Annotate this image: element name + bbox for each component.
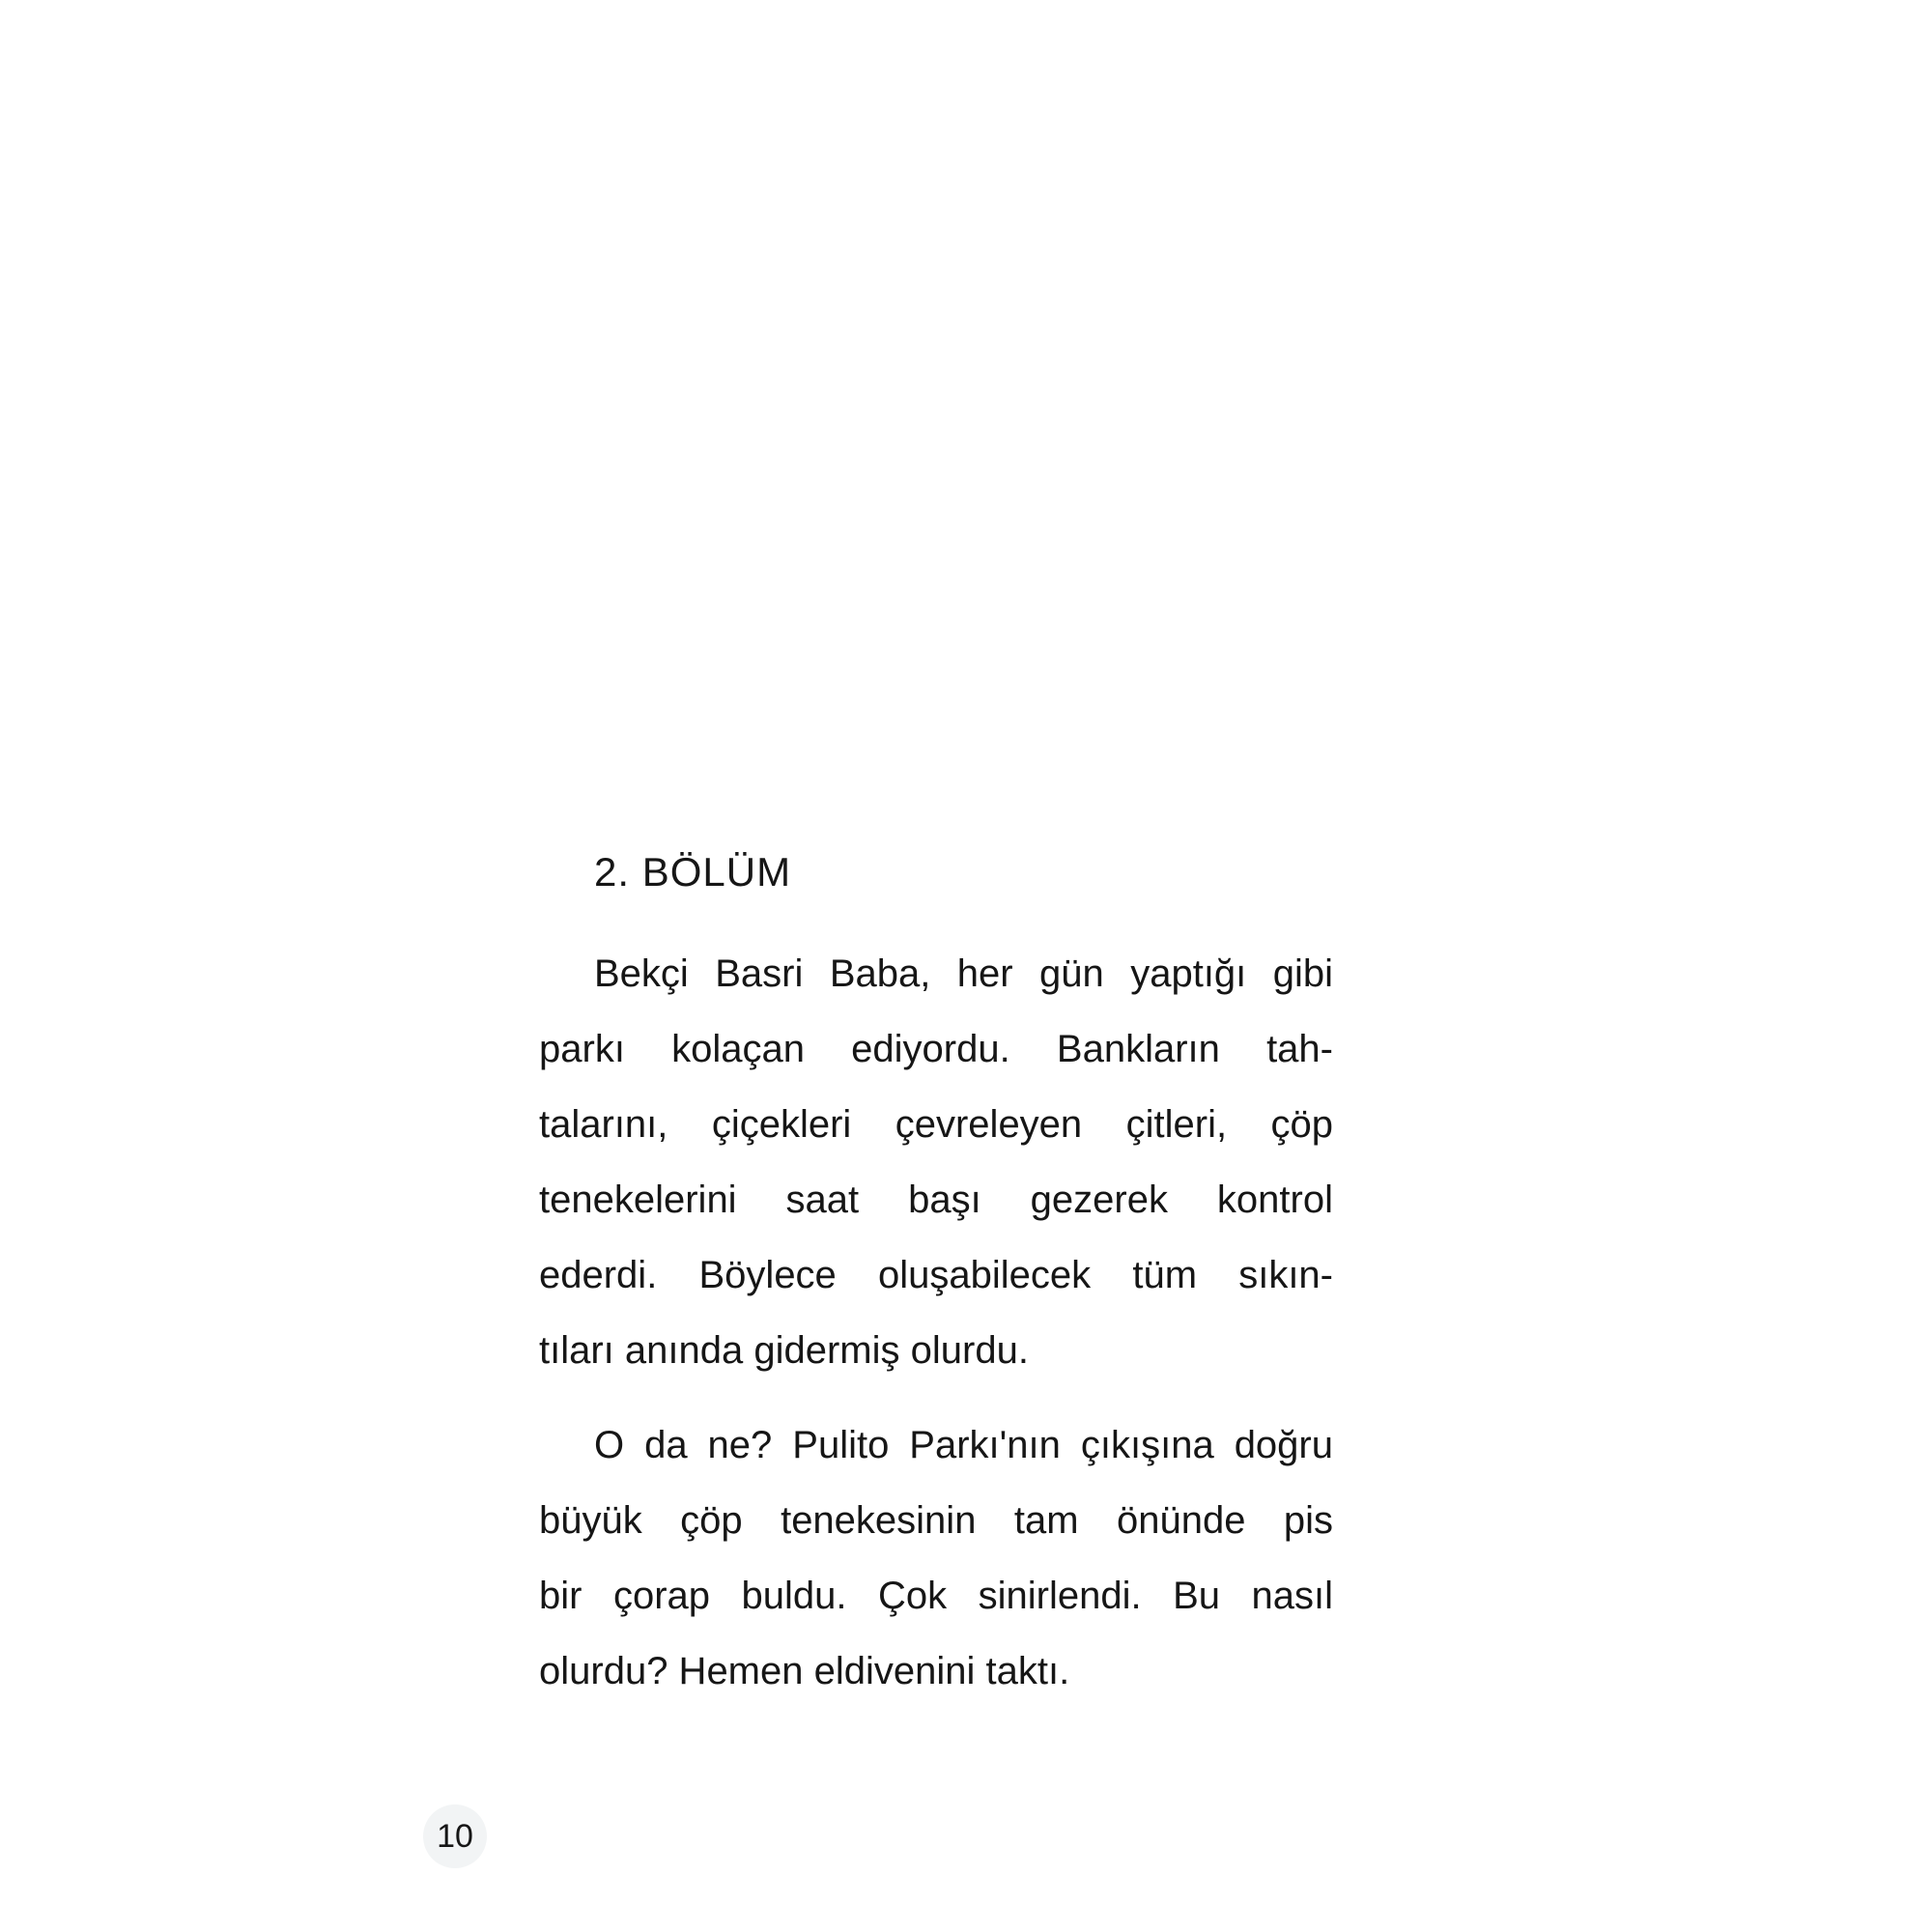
- text-line: tıları anında gidermiş olurdu.: [539, 1329, 1029, 1372]
- text-line: büyük çöp tenekesinin tam önünde pis: [539, 1499, 1333, 1542]
- chapter-heading: 2. BÖLÜM: [594, 849, 792, 895]
- text-column: [539, 835, 1333, 1728]
- text-line: parkı kolaçan ediyordu. Bankların tah-: [539, 1028, 1333, 1070]
- page-number-badge: [423, 1804, 487, 1868]
- text-line: talarını, çiçekleri çevreleyen çitleri, çöp: [539, 1103, 1333, 1146]
- text-line: olurdu? Hemen eldivenini taktı.: [539, 1650, 1070, 1692]
- text-line: ederdi. Böylece oluşabilecek tüm sıkın-: [539, 1254, 1333, 1296]
- text-line: bir çorap buldu. Çok sinirlendi. Bu nasıl: [539, 1575, 1333, 1617]
- text-line: tenekelerini saat başı gezerek kontrol: [539, 1179, 1333, 1221]
- page-number: 10: [437, 1818, 473, 1855]
- paragraph-1: [539, 936, 1333, 1388]
- text-line: Bekçi Basri Baba, her gün yaptığı gibi: [594, 952, 1333, 995]
- paragraph-2: [539, 1407, 1333, 1709]
- text-line: O da ne? Pulito Parkı'nın çıkışına doğru: [594, 1424, 1333, 1466]
